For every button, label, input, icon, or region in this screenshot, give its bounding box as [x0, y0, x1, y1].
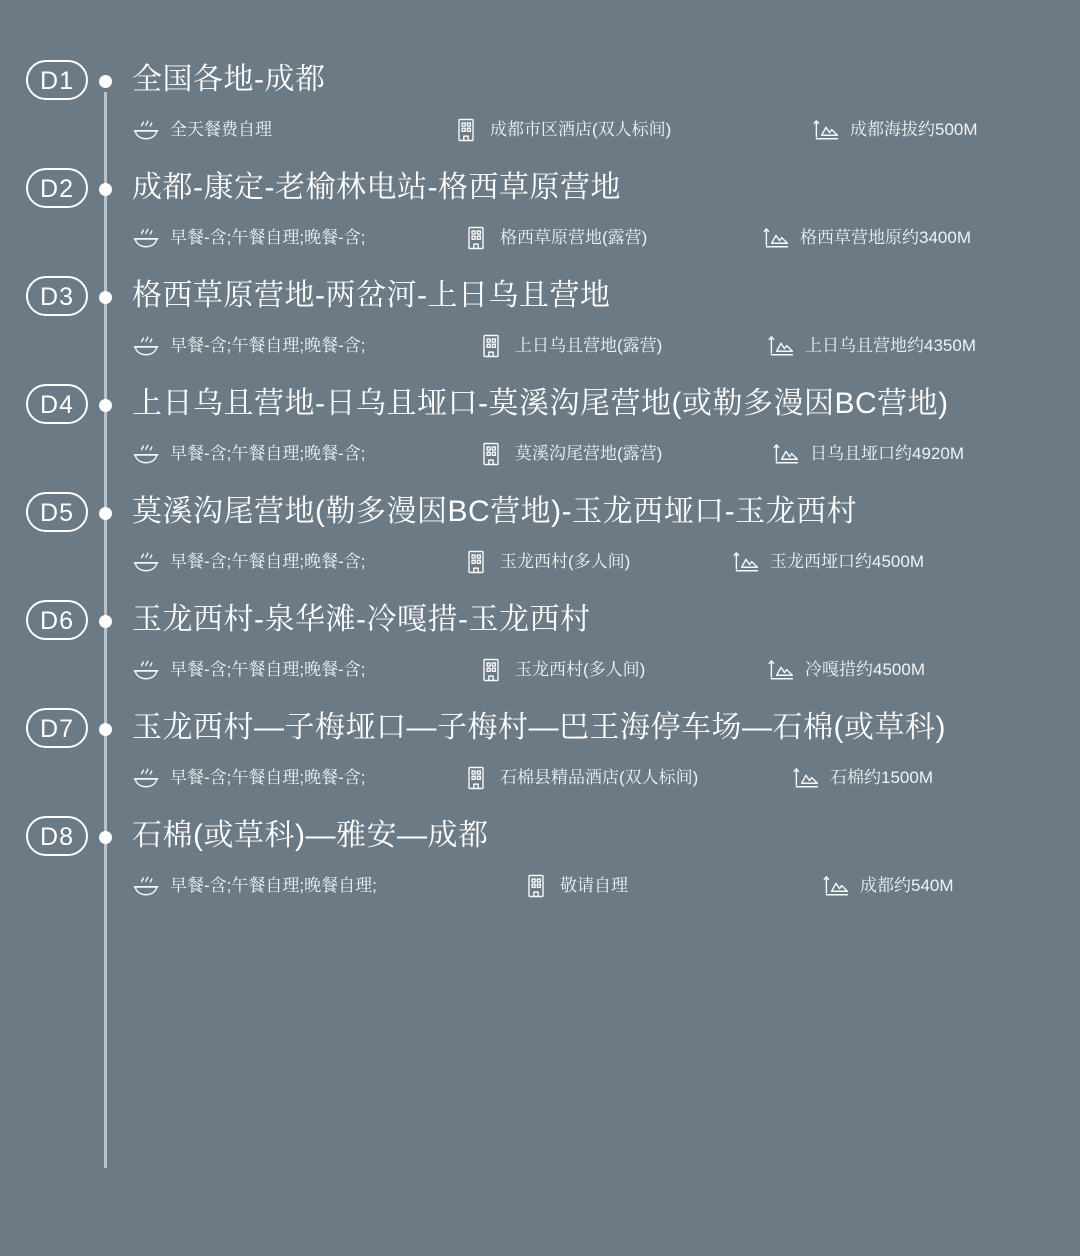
- mountain-altitude-icon: [792, 764, 820, 792]
- day-meta: [132, 548, 1080, 576]
- meal-info: [132, 224, 462, 252]
- meal-text: 早餐-含;午餐自理;晚餐-含;: [170, 336, 366, 355]
- day-badge: D1: [26, 60, 88, 100]
- hotel-building-icon: [462, 548, 490, 576]
- day-title: 成都-康定-老榆林电站-格西草原营地: [132, 171, 621, 204]
- hotel-text: 敬请自理: [560, 876, 628, 895]
- hotel-text: 格西草原营地(露营): [500, 228, 648, 247]
- meal-text: 早餐-含;午餐自理;晚餐-含;: [170, 660, 366, 679]
- hotel-building-icon: [477, 440, 505, 468]
- bowl-meal-icon: [132, 872, 160, 900]
- meal-text: 早餐-含;午餐自理;晚餐自理;: [170, 876, 377, 895]
- itinerary-day-list: [0, 60, 1080, 900]
- day-meta: [132, 764, 1080, 792]
- mountain-altitude-icon: [772, 440, 800, 468]
- itinerary-day-row: [0, 168, 1080, 252]
- altitude-info: [772, 440, 964, 468]
- day-badge: D3: [26, 276, 88, 316]
- timeline-dot-icon: [99, 507, 112, 520]
- timeline-dot-icon: [99, 399, 112, 412]
- itinerary-day-row: [0, 492, 1080, 576]
- timeline-dot-icon: [99, 615, 112, 628]
- meal-text: 早餐-含;午餐自理;晚餐-含;: [170, 552, 366, 571]
- mountain-altitude-icon: [812, 116, 840, 144]
- hotel-text: 成都市区酒店(双人标间): [490, 120, 672, 139]
- day-meta: [132, 656, 1080, 684]
- altitude-text: 日乌且垭口约4920M: [810, 444, 964, 463]
- mountain-altitude-icon: [762, 224, 790, 252]
- meal-info: [132, 656, 477, 684]
- timeline-dot-icon: [99, 75, 112, 88]
- altitude-text: 格西草营地原约3400M: [800, 228, 971, 247]
- altitude-info: [792, 764, 933, 792]
- bowl-meal-icon: [132, 440, 160, 468]
- bowl-meal-icon: [132, 116, 160, 144]
- hotel-info: [452, 116, 812, 144]
- altitude-text: 玉龙西垭口约4500M: [770, 552, 924, 571]
- itinerary-day-row: [0, 276, 1080, 360]
- bowl-meal-icon: [132, 656, 160, 684]
- day-title: 全国各地-成都: [132, 63, 326, 96]
- day-meta: [132, 332, 1080, 360]
- meal-info: [132, 548, 462, 576]
- bowl-meal-icon: [132, 764, 160, 792]
- hotel-building-icon: [462, 764, 490, 792]
- hotel-text: 玉龙西村(多人间): [500, 552, 631, 571]
- hotel-text: 石棉县精品酒店(双人标间): [500, 768, 699, 787]
- altitude-info: [812, 116, 978, 144]
- mountain-altitude-icon: [732, 548, 760, 576]
- altitude-text: 上日乌且营地约4350M: [805, 336, 976, 355]
- itinerary-day-row: [0, 384, 1080, 468]
- day-title: 格西草原营地-两岔河-上日乌且营地: [132, 279, 611, 312]
- meal-info: [132, 440, 477, 468]
- day-title: 玉龙西村—子梅垭口—子梅村—巴王海停车场—石棉(或草科): [132, 711, 946, 744]
- itinerary-day-row: [0, 816, 1080, 900]
- hotel-info: [477, 332, 767, 360]
- hotel-info: [477, 440, 772, 468]
- hotel-info: [462, 224, 762, 252]
- hotel-building-icon: [477, 656, 505, 684]
- day-meta: [132, 116, 1080, 144]
- day-badge: D2: [26, 168, 88, 208]
- hotel-info: [462, 548, 732, 576]
- meal-text: 早餐-含;午餐自理;晚餐-含;: [170, 228, 366, 247]
- meal-info: [132, 872, 522, 900]
- itinerary-day-row: [0, 60, 1080, 144]
- day-badge: D5: [26, 492, 88, 532]
- day-badge: D4: [26, 384, 88, 424]
- day-title: 莫溪沟尾营地(勒多漫因BC营地)-玉龙西垭口-玉龙西村: [132, 495, 858, 528]
- day-title: 石棉(或草科)—雅安—成都: [132, 819, 489, 852]
- meal-text: 早餐-含;午餐自理;晚餐-含;: [170, 768, 366, 787]
- timeline-dot-icon: [99, 831, 112, 844]
- day-meta: [132, 440, 1080, 468]
- altitude-info: [822, 872, 954, 900]
- hotel-text: 玉龙西村(多人间): [515, 660, 646, 679]
- itinerary-day-row: [0, 600, 1080, 684]
- meal-text: 全天餐费自理: [170, 120, 272, 139]
- altitude-info: [767, 332, 976, 360]
- day-badge: D6: [26, 600, 88, 640]
- mountain-altitude-icon: [822, 872, 850, 900]
- altitude-info: [762, 224, 971, 252]
- hotel-info: [477, 656, 767, 684]
- altitude-text: 石棉约1500M: [830, 768, 933, 787]
- altitude-info: [732, 548, 924, 576]
- itinerary-day-row: [0, 708, 1080, 792]
- altitude-text: 成都海拔约500M: [850, 120, 978, 139]
- hotel-building-icon: [462, 224, 490, 252]
- bowl-meal-icon: [132, 224, 160, 252]
- mountain-altitude-icon: [767, 332, 795, 360]
- timeline-dot-icon: [99, 291, 112, 304]
- hotel-info: [462, 764, 792, 792]
- hotel-info: [522, 872, 822, 900]
- timeline-dot-icon: [99, 723, 112, 736]
- day-title: 玉龙西村-泉华滩-冷嘎措-玉龙西村: [132, 603, 591, 636]
- bowl-meal-icon: [132, 332, 160, 360]
- meal-info: [132, 332, 477, 360]
- altitude-info: [767, 656, 925, 684]
- day-title: 上日乌且营地-日乌且垭口-莫溪沟尾营地(或勒多漫因BC营地): [132, 387, 949, 420]
- day-meta: [132, 224, 1080, 252]
- mountain-altitude-icon: [767, 656, 795, 684]
- timeline-dot-icon: [99, 183, 112, 196]
- hotel-text: 莫溪沟尾营地(露营): [515, 444, 663, 463]
- day-meta: [132, 872, 1080, 900]
- hotel-building-icon: [522, 872, 550, 900]
- hotel-text: 上日乌且营地(露营): [515, 336, 663, 355]
- hotel-building-icon: [477, 332, 505, 360]
- day-badge: D8: [26, 816, 88, 856]
- altitude-text: 冷嘎措约4500M: [805, 660, 925, 679]
- bowl-meal-icon: [132, 548, 160, 576]
- day-badge: D7: [26, 708, 88, 748]
- meal-text: 早餐-含;午餐自理;晚餐-含;: [170, 444, 366, 463]
- meal-info: [132, 116, 452, 144]
- altitude-text: 成都约540M: [860, 876, 954, 895]
- meal-info: [132, 764, 462, 792]
- hotel-building-icon: [452, 116, 480, 144]
